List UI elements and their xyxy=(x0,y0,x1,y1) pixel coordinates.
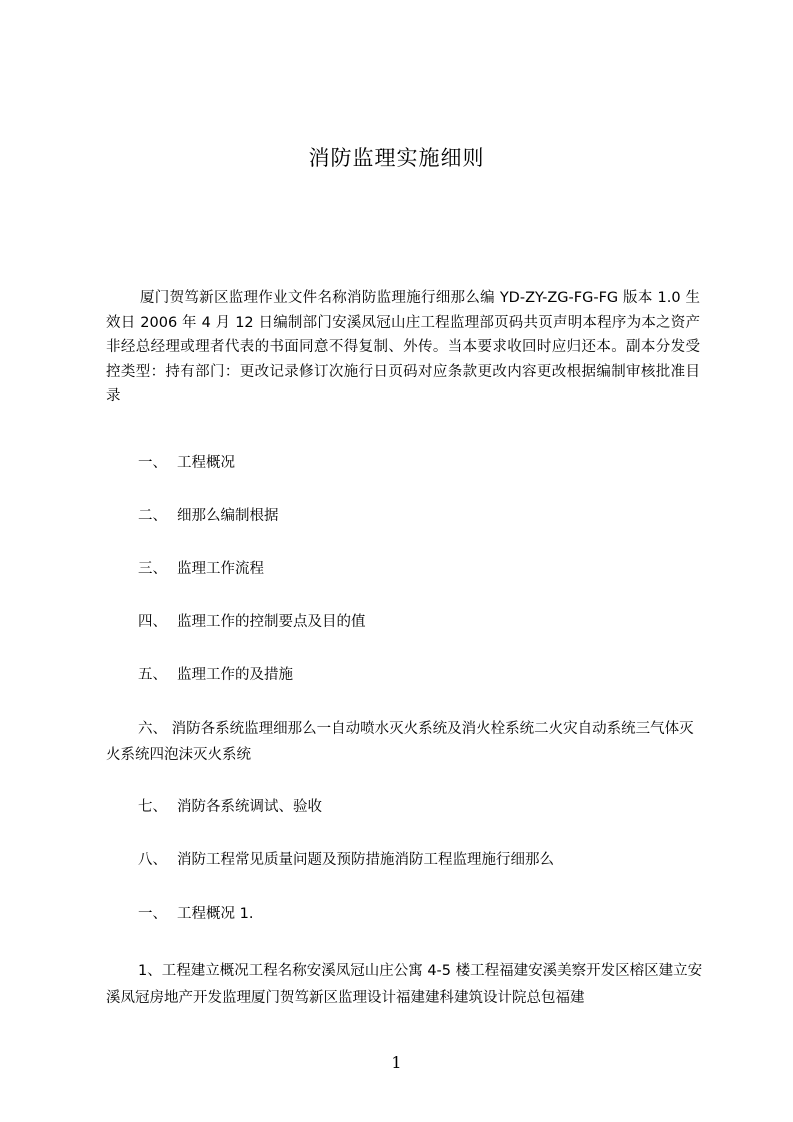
toc-item-text: 消防工程常见质量问题及预防措施消防工程监理施行细那么 xyxy=(177,852,554,868)
toc-item-text: 消防各系统调试、验收 xyxy=(177,799,322,815)
toc-item-number: 四、 xyxy=(138,614,167,630)
toc-item-number: 一、 xyxy=(138,455,167,471)
toc-item-text: 细那么编制根据 xyxy=(177,508,279,524)
section1-paragraph: 1、工程建立概况工程名称安溪凤冠山庄公寓 4-5 楼工程福建安溪美察开发区榕区建立安溪凤冠房地产开发监理厦门贺笃新区监理设计福建建科建筑设计院总包福建 xyxy=(106,963,703,1006)
toc-item-text: 监理工作的及措施 xyxy=(177,667,293,683)
intro-paragraph: 厦门贺笃新区监理作业文件名称消防监理施行细那么编 YD-ZY-ZG-FG-FG 版本 1.0 生效日 2006 年 4 月 12 日编制部门安溪凤冠山庄工程监理部页码共页声明本程序为本之资产非经总经理或理者代表的书面同意不得复制、外传。当本要求收回时应归还本。副本分发受控类型：持有部门：更改记录修订次施行日页码对应条款更改内容更改根据编制审核批准目录 xyxy=(106,290,700,404)
toc-item-text: 监理工作流程 xyxy=(177,561,264,577)
section-heading-number: 一、 xyxy=(138,906,167,922)
page-number: 1 xyxy=(391,1053,402,1072)
toc-item-number: 七、 xyxy=(138,799,167,815)
toc-item-number: 五、 xyxy=(138,667,167,683)
toc-item-number: 二、 xyxy=(138,508,167,524)
toc-item-number: 三、 xyxy=(138,561,167,577)
toc-item-number: 八、 xyxy=(138,852,167,868)
toc-item-text: 工程概况 xyxy=(177,455,235,471)
section-heading-text: 工程概况 1. xyxy=(177,906,254,922)
toc-item-text: 监理工作的控制要点及目的值 xyxy=(177,614,366,630)
document-title: 消防监理实施细则 xyxy=(308,146,485,170)
toc-item-six: 六、 消防各系统监理细那么一自动喷水灭火系统及消火栓系统二火灾自动系统三气体灭火系统四泡沫灭火系统 xyxy=(106,721,694,763)
